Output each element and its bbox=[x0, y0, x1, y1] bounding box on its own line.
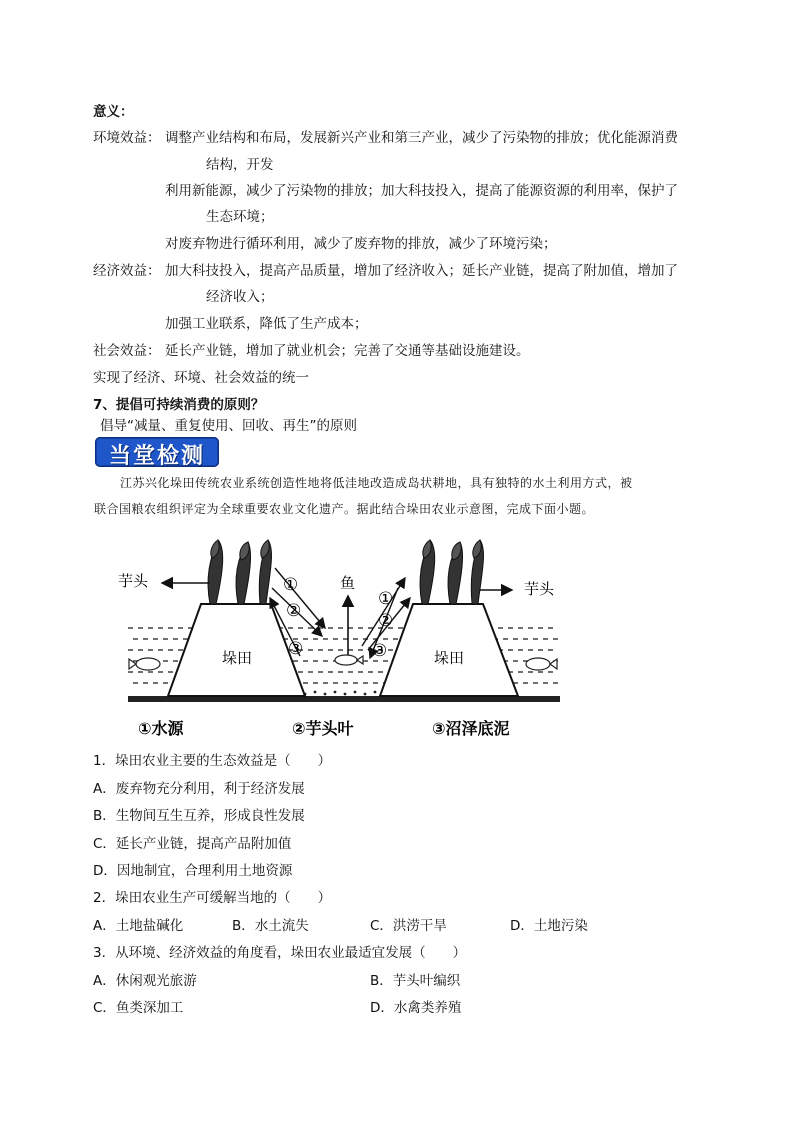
env-benefit-line: 结构，开发 bbox=[206, 157, 274, 173]
swamp-mud bbox=[304, 691, 387, 696]
env-benefit-line: 生态环境； bbox=[206, 209, 274, 225]
field-right-label: 垛田 bbox=[433, 649, 465, 667]
num-2-right: ② bbox=[378, 611, 394, 631]
question-option[interactable]: B．水土流失 bbox=[232, 918, 309, 934]
question-option[interactable]: D．土地污染 bbox=[510, 918, 588, 934]
intro-line: 联合国粮农组织评定为全球重要农业文化遗产。据此结合垛田农业示意图，完成下面小题。 bbox=[94, 502, 595, 516]
econ-benefit-line: 加强工业联系，降低了生产成本； bbox=[165, 316, 368, 332]
section-badge-label: 当堂检测 bbox=[108, 444, 205, 469]
num-1-right: ① bbox=[378, 589, 394, 609]
question-option[interactable]: B．生物间互生互养，形成良性发展 bbox=[93, 808, 305, 824]
econ-benefit-line: 加大科技投入，提高产品质量，增加了经济收入；延长产业链，提高了附加值，增加了 bbox=[165, 263, 678, 279]
q7-title: 7、提倡可持续消费的原则？ bbox=[93, 397, 265, 413]
num-3-left: ③ bbox=[288, 639, 304, 659]
num-1-left: ① bbox=[283, 575, 299, 595]
question-stem: 2．垛田农业生产可缓解当地的（ ） bbox=[93, 890, 332, 906]
duotian-diagram bbox=[100, 528, 570, 743]
intro-line: 江苏兴化垛田传统农业系统创造性地将低洼地改造成岛状耕地，具有独特的水土利用方式，被 bbox=[120, 476, 633, 490]
taro-label-left: 芋头 bbox=[118, 572, 149, 590]
env-benefit-line: 调整产业结构和布局，发展新兴产业和第三产业，减少了污染物的排放；优化能源消费 bbox=[165, 130, 678, 146]
field-left-label: 垛田 bbox=[221, 649, 253, 667]
num-3-right: ③ bbox=[372, 641, 388, 661]
env-benefit-label: 环境效益： bbox=[93, 130, 161, 146]
question-option[interactable]: C．洪涝干旱 bbox=[370, 918, 447, 934]
question-stem: 1．垛田农业主要的生态效益是（ ） bbox=[93, 753, 332, 769]
question-stem: 3．从环境、经济效益的角度看，垛田农业最适宜发展（ ） bbox=[93, 945, 467, 961]
question-option[interactable]: A．休闲观光旅游 bbox=[93, 973, 197, 989]
econ-benefit-label: 经济效益： bbox=[93, 263, 161, 279]
env-benefit-line: 对废弃物进行循环利用，减少了废弃物的排放，减少了环境污染； bbox=[165, 236, 557, 252]
section-badge bbox=[95, 437, 219, 467]
question-option[interactable]: C．延长产业链，提高产品附加值 bbox=[93, 836, 292, 852]
legend-taro-leaf: ②芋头叶 bbox=[292, 719, 354, 738]
question-option[interactable]: B．芋头叶编织 bbox=[370, 973, 461, 989]
question-option[interactable]: A．土地盐碱化 bbox=[93, 918, 184, 934]
question-option[interactable]: D．因地制宜，合理利用土地资源 bbox=[93, 863, 293, 879]
taro-plants-left bbox=[208, 540, 272, 604]
taro-label-right: 芋头 bbox=[524, 580, 555, 598]
legend-water: ①水源 bbox=[138, 719, 184, 738]
taro-plants-right bbox=[420, 540, 484, 604]
question-option[interactable]: A．废弃物充分利用，利于经济发展 bbox=[93, 781, 305, 797]
econ-benefit-line: 经济收入； bbox=[206, 289, 274, 305]
env-benefit-line: 利用新能源，减少了污染物的排放；加大科技投入，提高了能源资源的利用率，保护了 bbox=[165, 183, 678, 199]
q7-answer: 倡导“减量、重复使用、回收、再生”的原则 bbox=[100, 418, 357, 434]
num-2-left: ② bbox=[286, 601, 302, 621]
question-option[interactable]: D．水禽类养殖 bbox=[370, 1000, 462, 1016]
unity-statement: 实现了经济、环境、社会效益的统一 bbox=[93, 370, 309, 386]
meaning-title: 意义： bbox=[93, 104, 134, 120]
legend-swamp-mud: ③沼泽底泥 bbox=[432, 719, 510, 738]
fish-label: 鱼 bbox=[340, 574, 356, 592]
social-benefit-label: 社会效益： bbox=[93, 343, 161, 359]
question-option[interactable]: C．鱼类深加工 bbox=[93, 1000, 184, 1016]
social-benefit-line: 延长产业链，增加了就业机会；完善了交通等基础设施建设。 bbox=[165, 343, 530, 359]
